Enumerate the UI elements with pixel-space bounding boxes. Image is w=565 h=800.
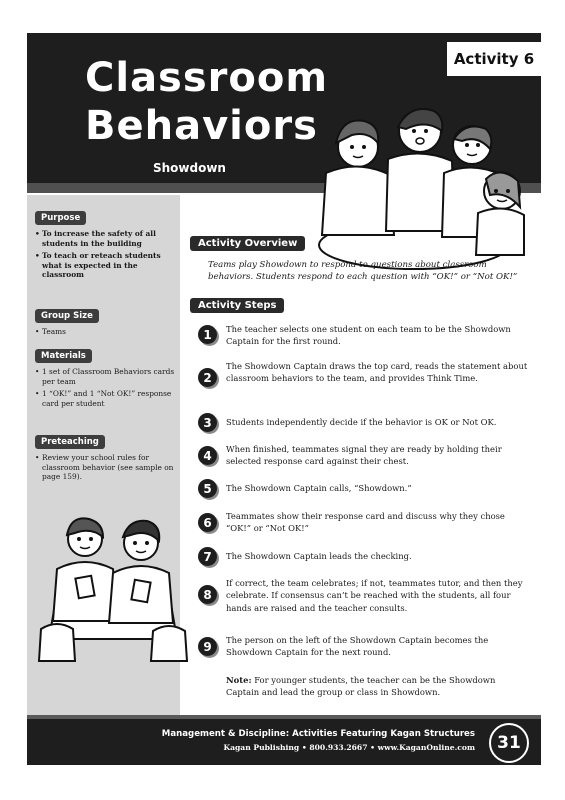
overview-heading: Activity Overview <box>190 236 305 251</box>
group-size-item: • Teams <box>35 327 175 337</box>
step-number: 1 <box>198 325 217 344</box>
purpose-item: • To teach or reteach students what is expected in the classroom <box>35 251 175 280</box>
note-text: For younger students, the teacher can be the Showdown Captain and lead the group or class in Showdown. <box>226 675 496 698</box>
worksheet-page <box>27 33 541 765</box>
steps-heading: Activity Steps <box>190 298 284 313</box>
step-text: The Showdown Captain draws the top card, reads the statement about classroom behaviors to the team, and provides Think Time. <box>226 361 528 384</box>
materials-heading: Materials <box>35 349 92 363</box>
step-text: The teacher selects one student on each team to be the Showdown Captain for the first round. <box>226 324 511 347</box>
step-number: 3 <box>198 413 217 432</box>
materials-section <box>35 343 175 411</box>
purpose-item: • To increase the safety of all students in the building <box>35 229 175 248</box>
preteaching-heading: Preteaching <box>35 435 105 449</box>
main-content <box>190 231 535 698</box>
step-text: The Showdown Captain leads the checking. <box>226 551 412 561</box>
students-cards-illustration <box>37 511 189 663</box>
step-number: 9 <box>198 637 217 656</box>
step-text: Students independently decide if the behavior is OK or Not OK. <box>226 417 497 427</box>
page-number: 31 <box>489 723 529 763</box>
step-number: 5 <box>198 479 217 498</box>
preteaching-item: • Review your school rules for classroom behavior (see sample on page 159). <box>35 453 175 482</box>
note-label: Note: <box>226 675 252 685</box>
step-text: The Showdown Captain calls, “Showdown.” <box>226 483 412 493</box>
overview-text: Teams play Showdown to respond to questions about classroom behaviors. Students respond to each question with “OK!” or “Not OK!” <box>208 260 518 282</box>
activity-tab: Activity 6 <box>444 42 541 79</box>
preteaching-section <box>35 429 175 485</box>
title-line-2: Behaviors <box>85 103 318 149</box>
footer-bar <box>27 715 541 765</box>
step-text: If correct, the team celebrates; if not, teammates tutor, and then they celebrate. If consensus can’t be reached with the students, all four hands are raised and the teacher consults. <box>226 578 523 613</box>
step-number: 8 <box>198 585 217 604</box>
note <box>226 674 526 699</box>
footer-publisher: Kagan Publishing • 800.933.2667 • www.KaganOnline.com <box>223 743 475 752</box>
materials-item: • 1 set of Classroom Behaviors cards per team <box>35 367 175 386</box>
group-size-heading: Group Size <box>35 309 99 323</box>
step-text: The person on the left of the Showdown Captain becomes the Showdown Captain for the next round. <box>226 635 489 658</box>
step-number: 4 <box>198 446 217 465</box>
step-number: 2 <box>198 368 217 387</box>
materials-item: • 1 “OK!” and 1 “Not OK!” response card per student <box>35 389 175 408</box>
title-line-1: Classroom <box>85 55 329 101</box>
footer-book-title: Management & Discipline: Activities Featuring Kagan Structures <box>161 729 475 739</box>
step-number: 7 <box>198 547 217 566</box>
purpose-section <box>35 205 175 283</box>
step-text: Teammates show their response card and discuss why they chose “OK!” or “Not OK!” <box>226 511 505 534</box>
group-size-section <box>35 303 175 340</box>
step-text: When finished, teammates signal they are ready by holding their selected response card against their chest. <box>226 444 502 467</box>
step-number: 6 <box>198 513 217 532</box>
purpose-heading: Purpose <box>35 211 86 225</box>
subtitle: Showdown <box>153 161 226 175</box>
